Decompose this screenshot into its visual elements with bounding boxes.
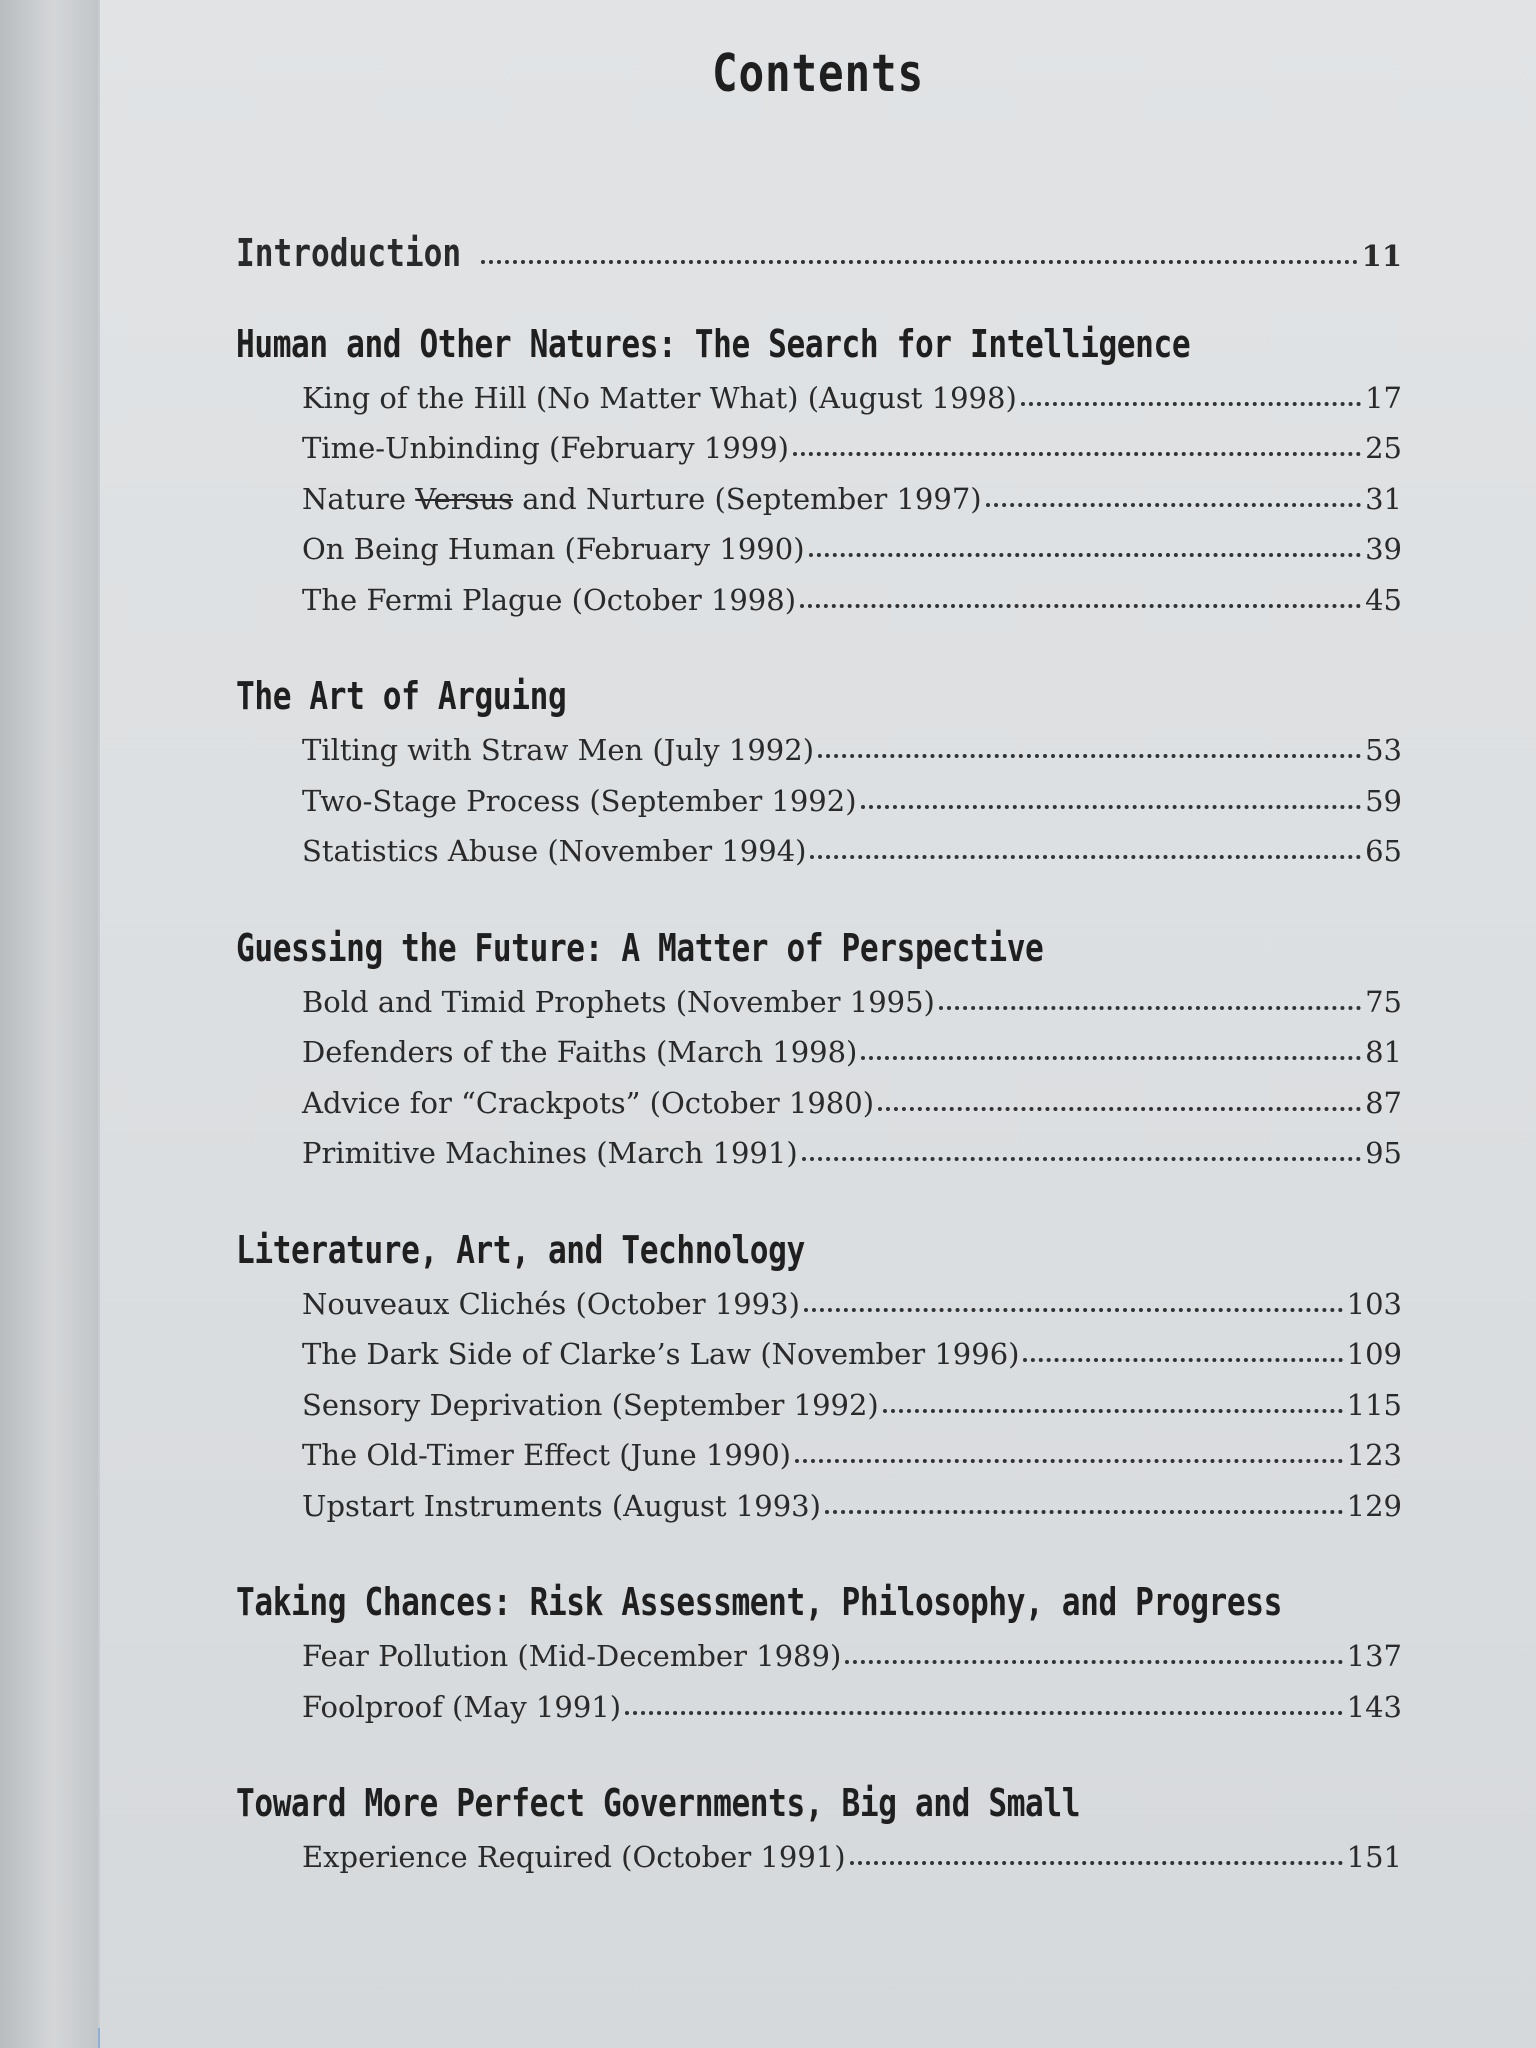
- dot-leader: [804, 1304, 1343, 1312]
- entry-title-text: Bold and Timid Prophets (November 1995): [302, 984, 935, 1019]
- entry-title: [302, 575, 796, 626]
- toc-entry: [236, 1481, 1402, 1532]
- dot-leader: [883, 1405, 1343, 1413]
- toc-entry: [236, 373, 1402, 424]
- dot-leader: [1021, 398, 1361, 406]
- entry-title-text: The Dark Side of Clarke’s Law (November 1996): [302, 1337, 1020, 1371]
- struck-word: Versus: [415, 481, 513, 516]
- toc-entry: [236, 776, 1402, 827]
- dot-leader: [802, 1153, 1361, 1161]
- toc-entry: [236, 1329, 1402, 1380]
- dot-leader: [800, 600, 1361, 608]
- entry-page: 53: [1365, 733, 1402, 767]
- entry-title: [302, 1481, 821, 1532]
- toc-entry: [236, 1027, 1402, 1078]
- entry-title: [302, 1027, 857, 1078]
- dot-leader: [481, 256, 1358, 264]
- entry-title: [302, 1078, 874, 1129]
- entry-page: 65: [1365, 834, 1402, 868]
- entry-title-text: King of the Hill (No Matter What) (August 1998): [302, 380, 1017, 415]
- entry-page: 95: [1365, 1136, 1402, 1170]
- section-heading: Toward More Perfect Governments, Big and Small: [236, 1781, 1081, 1825]
- toc-entry: [236, 977, 1402, 1028]
- entry-page: 115: [1346, 1387, 1402, 1422]
- dot-leader: [986, 499, 1361, 507]
- entry-title-text: Upstart Instruments (August 1993): [302, 1488, 821, 1523]
- entry-page: 87: [1365, 1085, 1402, 1120]
- entry-page: 75: [1365, 984, 1402, 1019]
- entry-title: [302, 1380, 879, 1431]
- entry-page: 17: [1365, 380, 1402, 415]
- toc-entry: [236, 1682, 1402, 1733]
- entry-page: 103: [1346, 1286, 1402, 1321]
- entry-title-text: Time-Unbinding (February 1999): [302, 431, 789, 465]
- dot-leader: [625, 1707, 1343, 1715]
- dot-leader: [845, 1656, 1342, 1664]
- entry-title: [302, 1631, 841, 1682]
- dot-leader: [850, 1857, 1343, 1865]
- toc-section: [236, 1225, 1402, 1532]
- entry-title-text: Foolproof (May 1991): [302, 1689, 622, 1724]
- book-gutter: [0, 0, 98, 2048]
- entry-title: [302, 776, 857, 827]
- entry-page: 11: [1361, 239, 1402, 273]
- dot-leader: [795, 1455, 1343, 1463]
- entry-title: [302, 1682, 621, 1733]
- entry-title-text: Advice for “Crackpots” (October 1980): [302, 1085, 875, 1120]
- section-heading: The Art of Arguing: [236, 674, 567, 718]
- toc-entry: [236, 228, 1402, 279]
- section-heading: Guessing the Future: A Matter of Perspective: [236, 925, 1044, 970]
- entry-page: 39: [1365, 532, 1402, 566]
- entry-page: 45: [1365, 582, 1402, 617]
- entry-title-text: Primitive Machines (March 1991): [302, 1136, 798, 1170]
- toc-entry: [236, 575, 1402, 626]
- toc-entry: [236, 474, 1402, 525]
- entry-page: 25: [1365, 431, 1402, 465]
- dot-leader: [810, 851, 1361, 859]
- entry-title: [302, 1128, 798, 1179]
- entry-title-text: Fear Pollution (Mid-December 1989): [302, 1639, 842, 1673]
- entry-title: [302, 423, 789, 474]
- entry-page: 123: [1346, 1438, 1402, 1472]
- entry-title: [302, 1430, 791, 1481]
- entry-page: 59: [1365, 783, 1402, 818]
- entry-page: 81: [1365, 1035, 1402, 1069]
- toc-entry: [236, 1279, 1402, 1330]
- book-page: [100, 0, 1536, 2048]
- entry-title-text: On Being Human (February 1990): [302, 532, 805, 566]
- entry-title: [302, 826, 806, 877]
- dot-leader: [825, 1506, 1343, 1514]
- entry-title: [302, 524, 805, 575]
- toc-entry: [236, 1078, 1402, 1129]
- section-heading: Literature, Art, and Technology: [236, 1227, 805, 1272]
- dot-leader: [818, 750, 1361, 758]
- entry-page: 151: [1346, 1840, 1402, 1874]
- dot-leader: [1023, 1354, 1342, 1362]
- entry-page: 129: [1346, 1488, 1402, 1523]
- dot-leader: [793, 448, 1361, 456]
- dot-leader: [861, 801, 1362, 809]
- toc-entry: [236, 826, 1402, 877]
- dot-leader: [809, 549, 1362, 557]
- entry-title-text: Tilting with Straw Men (July 1992): [302, 733, 815, 767]
- dot-leader: [878, 1103, 1361, 1111]
- entry-title: [302, 977, 935, 1028]
- entry-title-text: Experience Required (October 1991): [302, 1840, 846, 1874]
- toc-section: [236, 319, 1402, 626]
- entry-title-text: Defenders of the Faiths (March 1998): [302, 1035, 858, 1069]
- entry-title: [302, 373, 1017, 424]
- toc-entry: [236, 1128, 1402, 1179]
- entry-page: 143: [1346, 1689, 1402, 1724]
- entry-title: [302, 474, 982, 525]
- toc-entry: [236, 1832, 1402, 1883]
- toc-section: [236, 923, 1402, 1179]
- entry-title-text: The Fermi Plague (October 1998): [302, 582, 797, 617]
- entry-title: Introduction: [236, 231, 462, 275]
- dot-leader: [861, 1052, 1361, 1060]
- entry-title-text: Nouveaux Clichés (October 1993): [302, 1286, 800, 1321]
- table-of-contents: [236, 228, 1402, 1929]
- dot-leader: [939, 1002, 1361, 1010]
- entry-title: [302, 1832, 846, 1883]
- entry-title: [302, 1329, 1019, 1380]
- toc-section: [236, 1577, 1402, 1732]
- entry-page: 31: [1365, 481, 1402, 516]
- toc-entry: [236, 1631, 1402, 1682]
- entry-title-text: The Old-Timer Effect (June 1990): [302, 1438, 791, 1472]
- page-title: Contents: [712, 44, 924, 104]
- entry-title-text: Statistics Abuse (November 1994): [302, 834, 807, 868]
- toc-entry: [236, 1430, 1402, 1481]
- entry-page: 109: [1346, 1337, 1402, 1371]
- entry-page: 137: [1346, 1639, 1402, 1673]
- toc-section: [236, 1778, 1402, 1883]
- entry-title-text: and Nurture (September 1997): [513, 481, 982, 516]
- toc-introduction: [236, 228, 1402, 279]
- toc-entry: [236, 524, 1402, 575]
- toc-entry: [236, 423, 1402, 474]
- toc-entry: [236, 725, 1402, 776]
- entry-title-text: Sensory Deprivation (September 1992): [302, 1387, 879, 1422]
- section-heading: Taking Chances: Risk Assessment, Philosophy, and Progress: [236, 1580, 1282, 1624]
- toc-entry: [236, 1380, 1402, 1431]
- toc-section: [236, 671, 1402, 877]
- entry-title-text: Nature: [302, 481, 416, 516]
- entry-title: [302, 725, 814, 776]
- entry-title: [302, 1279, 800, 1330]
- toc-sections: [236, 319, 1402, 1883]
- entry-title-text: Two-Stage Process (September 1992): [302, 783, 857, 818]
- section-heading: Human and Other Natures: The Search for Intelligence: [236, 321, 1191, 366]
